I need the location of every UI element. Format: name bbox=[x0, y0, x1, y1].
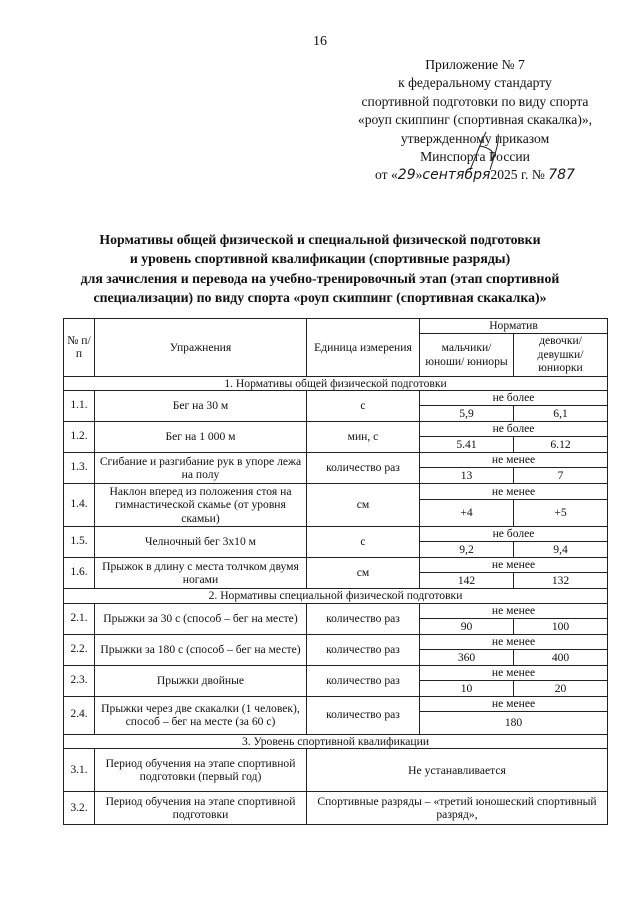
row-boys: 13 bbox=[420, 468, 514, 483]
row-exercise: Челночный бег 3х10 м bbox=[95, 527, 307, 558]
table-row bbox=[64, 749, 608, 792]
row-exercise: Прыжки за 180 с (способ – бег на месте) bbox=[95, 634, 307, 665]
row-girls: 100 bbox=[551, 619, 570, 633]
row-girls: +5 bbox=[554, 505, 567, 519]
document-title bbox=[40, 230, 600, 307]
appendix-line: утвержденному приказом bbox=[400, 130, 550, 146]
row-qualification: Не устанавливается bbox=[307, 749, 608, 792]
row-unit: с bbox=[307, 527, 420, 558]
row-condition: не более bbox=[420, 527, 607, 542]
header-num: № п/п bbox=[64, 319, 95, 377]
title-line: для зачисления и перевода на учебно-тренировочный этап (этап спортивной bbox=[80, 270, 560, 286]
row-condition: не менее bbox=[420, 485, 607, 500]
row-girls: 400 bbox=[551, 650, 570, 664]
table-row bbox=[64, 792, 608, 825]
row-num: 1.4. bbox=[64, 484, 95, 527]
table-row bbox=[64, 527, 608, 558]
section-heading: 2. Нормативы специальной физической подготовки bbox=[64, 589, 608, 604]
table-row bbox=[64, 422, 608, 453]
row-condition: не менее bbox=[420, 604, 607, 619]
table-row bbox=[64, 391, 608, 422]
row-unit: количество раз bbox=[307, 453, 420, 484]
row-exercise: Наклон вперед из положения стоя на гимнастической скамье (от уровня скамьи) bbox=[95, 484, 307, 527]
table-row bbox=[64, 484, 608, 527]
row-exercise: Прыжки за 30 с (способ – бег на месте) bbox=[95, 603, 307, 634]
header-exercise: Упражнения bbox=[95, 319, 307, 377]
table-row bbox=[64, 665, 608, 696]
date-year: 2025 г. № bbox=[490, 167, 545, 183]
row-condition: не менее bbox=[420, 558, 607, 573]
norms-table bbox=[63, 318, 608, 825]
row-condition: не менее bbox=[420, 697, 607, 712]
row-condition: не менее bbox=[420, 453, 607, 468]
row-girls: 6,1 bbox=[553, 407, 568, 421]
appendix-line: «роуп скиппинг (спортивная скакалка)», bbox=[357, 112, 593, 128]
header-row bbox=[64, 319, 608, 334]
row-boys: 360 bbox=[420, 650, 514, 665]
table-row bbox=[64, 453, 608, 484]
row-num: 2.2. bbox=[64, 634, 95, 665]
title-line: Нормативы общей физической и специальной физической подготовки bbox=[99, 232, 541, 247]
row-boys: 142 bbox=[420, 573, 514, 588]
row-condition: не менее bbox=[420, 635, 607, 650]
section-heading: 3. Уровень спортивной квалификации bbox=[64, 734, 608, 749]
table-row bbox=[64, 558, 608, 589]
row-period: Период обучения на этапе спортивной подготовки (первый год) bbox=[95, 749, 307, 792]
row-exercise: Прыжок в длину с места толчком двумя ногами bbox=[95, 558, 307, 589]
row-num: 1.6. bbox=[64, 558, 95, 589]
row-num: 1.2. bbox=[64, 422, 95, 453]
row-boys: 5,9 bbox=[420, 406, 514, 421]
header-girls: девочки/ девушки/ юниорки bbox=[514, 333, 608, 376]
row-num: 3.2. bbox=[64, 792, 95, 825]
row-boys: 10 bbox=[420, 681, 514, 696]
row-girls: 6.12 bbox=[550, 438, 571, 452]
row-boys: 5.41 bbox=[420, 437, 514, 452]
row-num: 2.1. bbox=[64, 603, 95, 634]
row-unit: см bbox=[307, 558, 420, 589]
row-period: Период обучения на этапе спортивной подготовки bbox=[95, 792, 307, 825]
row-num: 1.3. bbox=[64, 453, 95, 484]
date-day: 29 bbox=[397, 167, 416, 184]
row-num: 1.5. bbox=[64, 527, 95, 558]
row-unit: см bbox=[307, 484, 420, 527]
table-row bbox=[64, 634, 608, 665]
row-both: 180 bbox=[504, 715, 523, 729]
title-line: и уровень спортивной квалификации (спортивные разряды) bbox=[129, 251, 511, 267]
row-girls: 132 bbox=[551, 574, 570, 588]
row-num: 2.4. bbox=[64, 696, 95, 734]
row-num: 3.1. bbox=[64, 749, 95, 792]
order-number: 787 bbox=[548, 167, 575, 184]
row-exercise: Бег на 1 000 м bbox=[95, 422, 307, 453]
row-unit: с bbox=[307, 391, 420, 422]
row-girls: 20 bbox=[554, 681, 567, 695]
row-num: 2.3. bbox=[64, 665, 95, 696]
signature-scribble bbox=[440, 126, 530, 172]
row-condition: не более bbox=[420, 422, 607, 437]
row-boys: 9,2 bbox=[420, 542, 514, 557]
title-line: специализации) по виду спорта «роуп скиппинг (спортивная скакалка)» bbox=[93, 289, 547, 305]
header-boys: мальчики/ юноши/ юниоры bbox=[420, 333, 514, 376]
row-num: 1.1. bbox=[64, 391, 95, 422]
date-month: сентября bbox=[422, 167, 491, 184]
row-exercise: Прыжки через две скакалки (1 человек), способ – бег на месте (за 60 с) bbox=[95, 696, 307, 734]
row-boys: 90 bbox=[420, 619, 514, 634]
section-heading: 1. Нормативы общей физической подготовки bbox=[64, 376, 608, 391]
row-condition: не менее bbox=[420, 666, 607, 681]
date-prefix: от « bbox=[375, 167, 398, 183]
row-unit: мин, с bbox=[307, 422, 420, 453]
row-unit: количество раз bbox=[307, 634, 420, 665]
row-exercise: Прыжки двойные bbox=[95, 665, 307, 696]
row-girls: 9,4 bbox=[553, 543, 568, 557]
appendix-line: Минспорта России bbox=[420, 149, 530, 165]
row-girls: 7 bbox=[557, 469, 564, 483]
row-qualification: Спортивные разряды – «третий юношеский спортивный разряд», bbox=[307, 792, 608, 825]
header-unit: Единица измерения bbox=[307, 319, 420, 377]
table-row bbox=[64, 696, 608, 734]
row-unit: количество раз bbox=[307, 696, 420, 734]
row-exercise: Сгибание и разгибание рук в упоре лежа на полу bbox=[95, 453, 307, 484]
row-exercise: Бег на 30 м bbox=[95, 391, 307, 422]
row-condition: не более bbox=[420, 391, 607, 406]
page-number: 16 bbox=[313, 34, 327, 49]
date-mid: » bbox=[415, 167, 423, 183]
table-row bbox=[64, 603, 608, 634]
appendix-line: к федеральному стандарту bbox=[398, 75, 552, 91]
row-unit: количество раз bbox=[307, 603, 420, 634]
header-norm: Норматив bbox=[420, 319, 608, 334]
appendix-line: Приложение № 7 bbox=[425, 57, 525, 72]
row-boys: +4 bbox=[420, 500, 514, 526]
row-unit: количество раз bbox=[307, 665, 420, 696]
appendix-line: спортивной подготовки по виду спорта bbox=[361, 93, 589, 109]
